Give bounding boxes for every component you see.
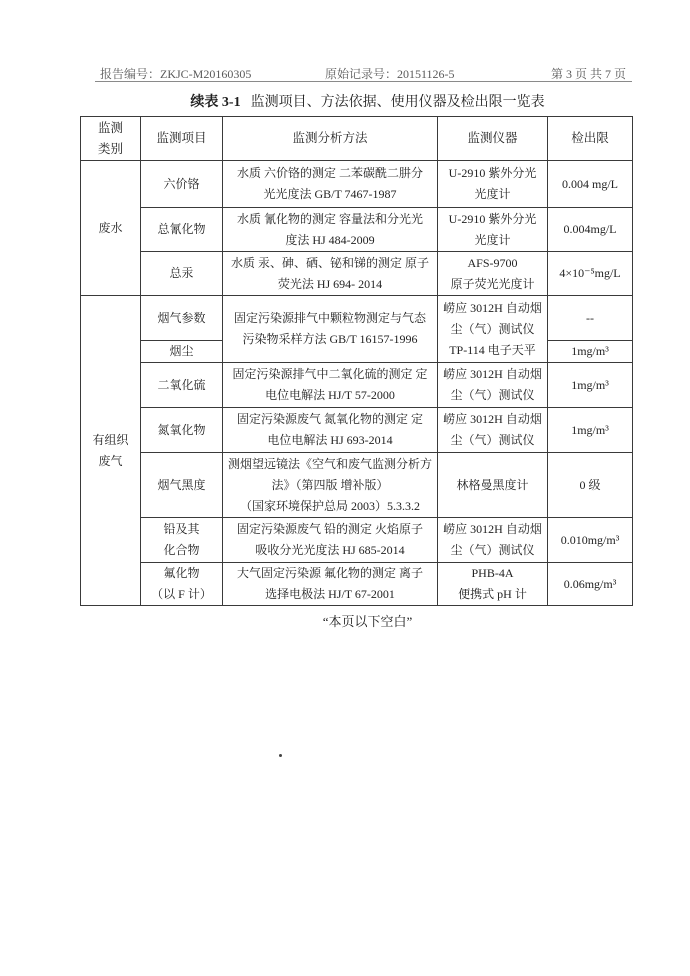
scan-speck	[279, 754, 282, 757]
column-header-line: 监测项目	[156, 131, 207, 145]
table-row	[81, 296, 633, 341]
instrument-cell	[438, 296, 548, 363]
item-cell	[141, 252, 223, 296]
method-line: 荧光法 HJ 694- 2014	[277, 276, 383, 291]
method-cell	[223, 296, 438, 363]
column-header-item	[141, 117, 223, 161]
item-cell	[141, 296, 223, 341]
category-label: 有组织	[92, 432, 129, 447]
report-number: 报告编号：ZKJC-M20160305	[100, 67, 252, 81]
table-row	[81, 252, 633, 296]
page-number: 第 3 页 共 7 页	[550, 67, 626, 81]
item-line: 氮氧化物	[157, 422, 206, 437]
column-header-line: 检出限	[571, 131, 609, 145]
instrument-line: 崂应 3012H 自动烟	[443, 367, 542, 381]
table-row	[81, 453, 633, 518]
table-row	[81, 208, 633, 252]
method-line: 固定污染源排气中二氧化硫的测定 定	[232, 367, 428, 381]
category-label: 废气	[98, 453, 123, 468]
record-number: 原始记录号：20151126-5	[325, 67, 455, 81]
instrument-cell	[438, 563, 548, 606]
instrument-cell	[438, 453, 548, 518]
item-line: 烟气参数	[157, 310, 206, 325]
limit-value: 1mg/m³	[571, 344, 609, 358]
item-cell	[141, 161, 223, 208]
limit-value: 0 级	[579, 477, 601, 492]
instrument-line: 原子荧光光度计	[450, 276, 535, 291]
column-header-category	[81, 117, 141, 161]
item-cell	[141, 363, 223, 408]
category-cell-waste-gas	[81, 296, 141, 606]
method-line: （国家环境保护总局 2003）5.3.3.2	[239, 498, 420, 513]
item-line: 铅及其	[163, 522, 200, 536]
table-title-label: 续表 3-1	[190, 95, 241, 110]
method-line: 水质 氰化物的测定 容量法和分光光	[236, 211, 423, 226]
method-line: 固定污染源废气 铅的测定 火焰原子	[236, 522, 423, 536]
method-line: 吸收分光光度法 HJ 685-2014	[255, 543, 405, 557]
item-line: 烟尘	[169, 344, 194, 358]
column-header-line: 监测仪器	[467, 131, 518, 145]
item-cell	[141, 341, 223, 363]
instrument-cell	[438, 518, 548, 563]
limit-cell	[548, 408, 633, 453]
category-cell-wastewater	[81, 161, 141, 296]
table-row	[81, 161, 633, 208]
monitoring-methods-table	[80, 116, 633, 606]
table-title	[100, 91, 635, 111]
method-line: 选择电极法 HJ/T 67-2001	[265, 587, 395, 601]
column-header-instrument	[438, 117, 548, 161]
instrument-line: 尘（气）测试仪	[450, 388, 535, 402]
limit-value: 1mg/m³	[571, 377, 609, 392]
table-row	[81, 363, 633, 408]
method-cell	[223, 408, 438, 453]
instrument-line: 尘（气）测试仪	[450, 433, 535, 447]
method-cell	[223, 453, 438, 518]
limit-cell	[548, 563, 633, 606]
instrument-cell	[438, 252, 548, 296]
item-line: 二氧化硫	[157, 377, 206, 392]
column-header-line: 类别	[97, 141, 123, 156]
instrument-line: U-2910 紫外分光	[448, 211, 537, 226]
instrument-line: 尘（气）测试仪	[450, 543, 535, 557]
instrument-line: AFS-9700	[467, 255, 518, 270]
limit-value: --	[586, 310, 594, 325]
method-line: 度法 HJ 484-2009	[285, 232, 375, 247]
method-line: 水质 六价铬的测定 二苯碳酰二肼分	[236, 166, 423, 180]
item-cell	[141, 408, 223, 453]
instrument-line: 尘（气）测试仪	[450, 321, 535, 336]
instrument-line: U-2910 紫外分光	[448, 166, 537, 180]
item-line: 总汞	[169, 266, 194, 280]
item-line: 总氰化物	[157, 222, 206, 236]
instrument-cell	[438, 208, 548, 252]
item-cell	[141, 208, 223, 252]
method-cell	[223, 518, 438, 563]
page-header	[95, 63, 632, 82]
item-line: 化合物	[163, 543, 200, 557]
item-line: 六价铬	[163, 176, 200, 191]
item-line: 烟气黑度	[157, 477, 206, 492]
method-line: 光光度法 GB/T 7467-1987	[263, 187, 397, 201]
limit-value: 4×10⁻⁵mg/L	[559, 266, 621, 280]
limit-value: 0.004 mg/L	[562, 176, 618, 191]
instrument-line: 崂应 3012H 自动烟	[443, 412, 542, 426]
method-line: 测烟望远镜法《空气和废气监测分析方	[227, 456, 432, 471]
instrument-line: 光度计	[474, 232, 511, 247]
instrument-cell	[438, 161, 548, 208]
item-line: （以 F 计）	[151, 587, 212, 601]
table-row	[81, 408, 633, 453]
instrument-line: 光度计	[474, 187, 511, 201]
instrument-cell	[438, 363, 548, 408]
method-line: 水质 汞、砷、硒、铋和锑的测定 原子	[230, 255, 429, 270]
instrument-line: TP-114 电子天平	[449, 342, 536, 357]
item-cell	[141, 563, 223, 606]
column-header-line: 监测分析方法	[292, 131, 368, 145]
method-cell	[223, 252, 438, 296]
limit-cell	[548, 252, 633, 296]
table-row	[81, 563, 633, 606]
limit-cell	[548, 518, 633, 563]
instrument-line: 崂应 3012H 自动烟	[443, 300, 542, 315]
blank-below-note: “本页以下空白”	[322, 614, 413, 629]
item-line: 氟化物	[163, 566, 200, 580]
limit-value: 0.06mg/m³	[563, 576, 617, 591]
method-line: 电位电解法 HJ 693-2014	[267, 433, 393, 447]
item-cell	[141, 453, 223, 518]
method-cell	[223, 363, 438, 408]
method-line: 大气固定污染源 氟化物的测定 离子	[236, 566, 423, 580]
method-line: 污染物采样方法 GB/T 16157-1996	[242, 332, 418, 346]
method-line: 电位电解法 HJ/T 57-2000	[265, 388, 395, 402]
limit-value: 0.004mg/L	[563, 222, 617, 236]
instrument-line: PHB-4A	[471, 566, 514, 580]
instrument-line: 便携式 pH 计	[458, 587, 527, 601]
method-cell	[223, 208, 438, 252]
instrument-line: 崂应 3012H 自动烟	[443, 522, 542, 536]
column-header-limit	[548, 117, 633, 161]
limit-cell	[548, 341, 633, 363]
table-row	[81, 518, 633, 563]
limit-cell	[548, 453, 633, 518]
limit-cell	[548, 363, 633, 408]
method-line: 固定污染源废气 氮氧化物的测定 定	[236, 412, 423, 426]
item-cell	[141, 518, 223, 563]
limit-cell	[548, 161, 633, 208]
limit-value: 1mg/m³	[571, 422, 609, 437]
limit-value: 0.010mg/m³	[560, 532, 620, 547]
limit-cell	[548, 208, 633, 252]
limit-cell	[548, 296, 633, 341]
instrument-cell	[438, 408, 548, 453]
table-header-row	[81, 117, 633, 161]
instrument-line: 林格曼黑度计	[456, 477, 529, 492]
method-cell	[223, 161, 438, 208]
method-cell	[223, 563, 438, 606]
table-title-text: 监测项目、方法依据、使用仪器及检出限一览表	[250, 95, 545, 110]
method-line: 法》（第四版 增补版）	[271, 477, 389, 492]
category-label: 废水	[98, 220, 123, 235]
column-header-line: 监测	[97, 120, 123, 135]
method-line: 固定污染源排气中颗粒物测定与气态	[233, 311, 426, 325]
column-header-method	[223, 117, 438, 161]
